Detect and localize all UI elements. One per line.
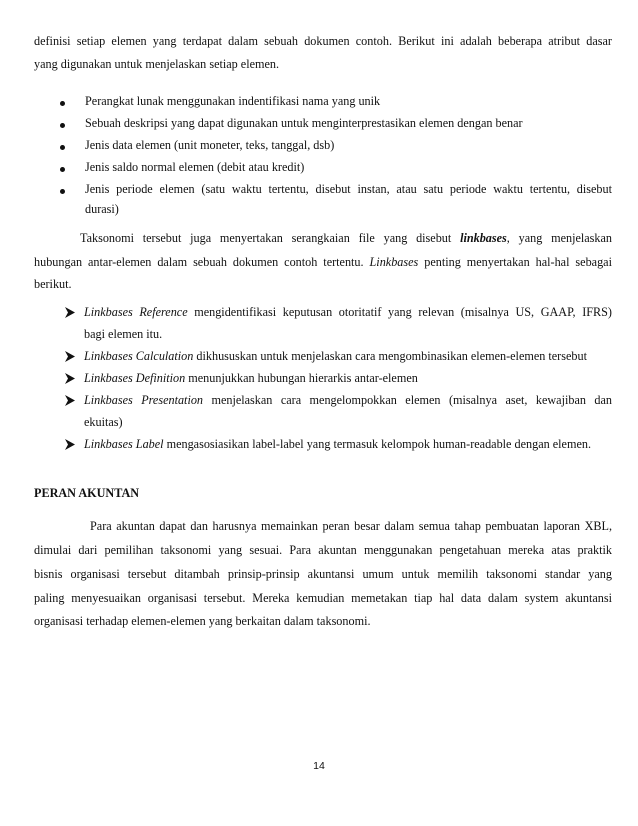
- linkbase-name: Linkbases Label: [84, 437, 164, 451]
- list-item-text: Sebuah deskripsi yang dapat digunakan untuk menginterprestasikan elemen dengan benar: [85, 116, 523, 130]
- arrow-bullet-icon: [64, 394, 76, 407]
- taxonomy-text: penting menyertakan hal-hal sebagai: [418, 255, 612, 269]
- section-paragraph-2: [34, 543, 612, 565]
- list-item-text: [84, 371, 612, 386]
- section-line-5: organisasi terhadap elemen-elemen yang berkaitan dalam taksonomi.: [34, 614, 371, 628]
- list-item-text: [84, 305, 612, 327]
- section-paragraph: [34, 519, 612, 541]
- bullet-icon: [60, 123, 65, 128]
- linkbase-name: Linkbases Presentation: [84, 393, 204, 407]
- taxonomy-text: Taksonomi tersebut juga menyertakan serangkaian file yang disebut: [80, 231, 461, 245]
- section-line-3: bisnis organisasi tersebut ditambah prinsip-prinsip akuntansi umum untuk memilih taksonomi standar yang: [34, 567, 612, 581]
- arrow-bullet-icon: [64, 372, 76, 385]
- section-line-2: dimulai dari pemilihan taksonomi yang sesuai. Para akuntan menggunakan pengetahuan mereka atas praktik: [34, 543, 612, 557]
- page-number: 14: [313, 760, 325, 772]
- bullet-icon: [60, 101, 65, 106]
- linkbase-desc: mengidentifikasi keputusan otoritatif yang relevan (misalnya US, GAAP, IFRS): [187, 305, 612, 319]
- arrow-bullet-icon: [64, 350, 76, 363]
- linkbase-desc: dikhususkan untuk menjelaskan cara mengombinasikan elemen-elemen tersebut: [193, 349, 587, 363]
- arrow-bullet-icon: [64, 306, 76, 319]
- linkbase-name: Linkbases Reference: [84, 305, 188, 319]
- bullet-icon: [60, 189, 65, 194]
- list-item-text: Jenis saldo normal elemen (debit atau kredit): [85, 160, 305, 174]
- list-item-text-cont: durasi): [85, 202, 119, 216]
- term-linkbases-italic: Linkbases: [369, 255, 419, 269]
- list-item-text-cont: ekuitas): [84, 415, 123, 429]
- taxonomy-text: hubungan antar-elemen dalam sebuah dokumen contoh tertentu.: [34, 255, 370, 269]
- bullet-icon: [60, 145, 65, 150]
- linkbase-desc: menjelaskan cara mengelompokkan elemen (misalnya aset, kewajiban dan: [203, 393, 612, 407]
- section-paragraph-4: [34, 591, 612, 613]
- linkbase-desc: menunjukkan hubungan hierarkis antar-elemen: [185, 371, 418, 385]
- taxonomy-line-3: berikut.: [34, 277, 72, 291]
- list-item-text: Perangkat lunak menggunakan indentifikasi nama yang unik: [85, 94, 381, 108]
- section-line-4: paling menyesuaikan organisasi tersebut. Mereka kemudian memetakan tiap hal data dalam system akuntansi: [34, 591, 612, 605]
- intro-paragraph-end: [34, 57, 612, 72]
- taxonomy-line-1: [34, 231, 612, 253]
- linkbase-name: Linkbases Definition: [84, 371, 186, 385]
- taxonomy-paragraph: [34, 231, 612, 253]
- taxonomy-paragraph-3: [34, 277, 612, 292]
- intro-paragraph: [34, 34, 612, 56]
- section-paragraph-5: [34, 614, 612, 629]
- list-item-text-cont: bagi elemen itu.: [84, 327, 163, 341]
- taxonomy-paragraph-2: [34, 255, 612, 277]
- intro-line-1: definisi setiap elemen yang terdapat dalam sebuah dokumen contoh. Berikut ini adalah beberapa atribut dasar: [34, 34, 612, 48]
- term-linkbases: linkbases: [460, 231, 507, 245]
- section-line-1: Para akuntan dapat dan harusnya memainkan peran besar dalam semua tahap pembuatan laporan XBL,: [90, 519, 612, 533]
- section-paragraph-3: [34, 567, 612, 589]
- section-heading: PERAN AKUNTAN: [34, 486, 140, 500]
- list-item-text: [84, 437, 612, 452]
- list-item-text: [84, 393, 612, 415]
- linkbase-desc: mengasosiasikan label-label yang termasuk kelompok human-readable dengan elemen.: [163, 437, 591, 451]
- list-item-text: Jenis data elemen (unit moneter, teks, tanggal, dsb): [85, 138, 335, 152]
- intro-line-2: yang digunakan untuk menjelaskan setiap elemen.: [34, 57, 280, 71]
- list-item-text: Jenis periode elemen (satu waktu tertentu, disebut instan, atau satu periode waktu tertentu, disebut: [85, 182, 612, 196]
- taxonomy-text: , yang menjelaskan: [506, 231, 613, 245]
- taxonomy-line-2: [34, 255, 612, 277]
- arrow-bullet-icon: [64, 438, 76, 451]
- linkbase-name: Linkbases Calculation: [84, 349, 194, 363]
- list-item-text: [84, 349, 612, 364]
- bullet-icon: [60, 167, 65, 172]
